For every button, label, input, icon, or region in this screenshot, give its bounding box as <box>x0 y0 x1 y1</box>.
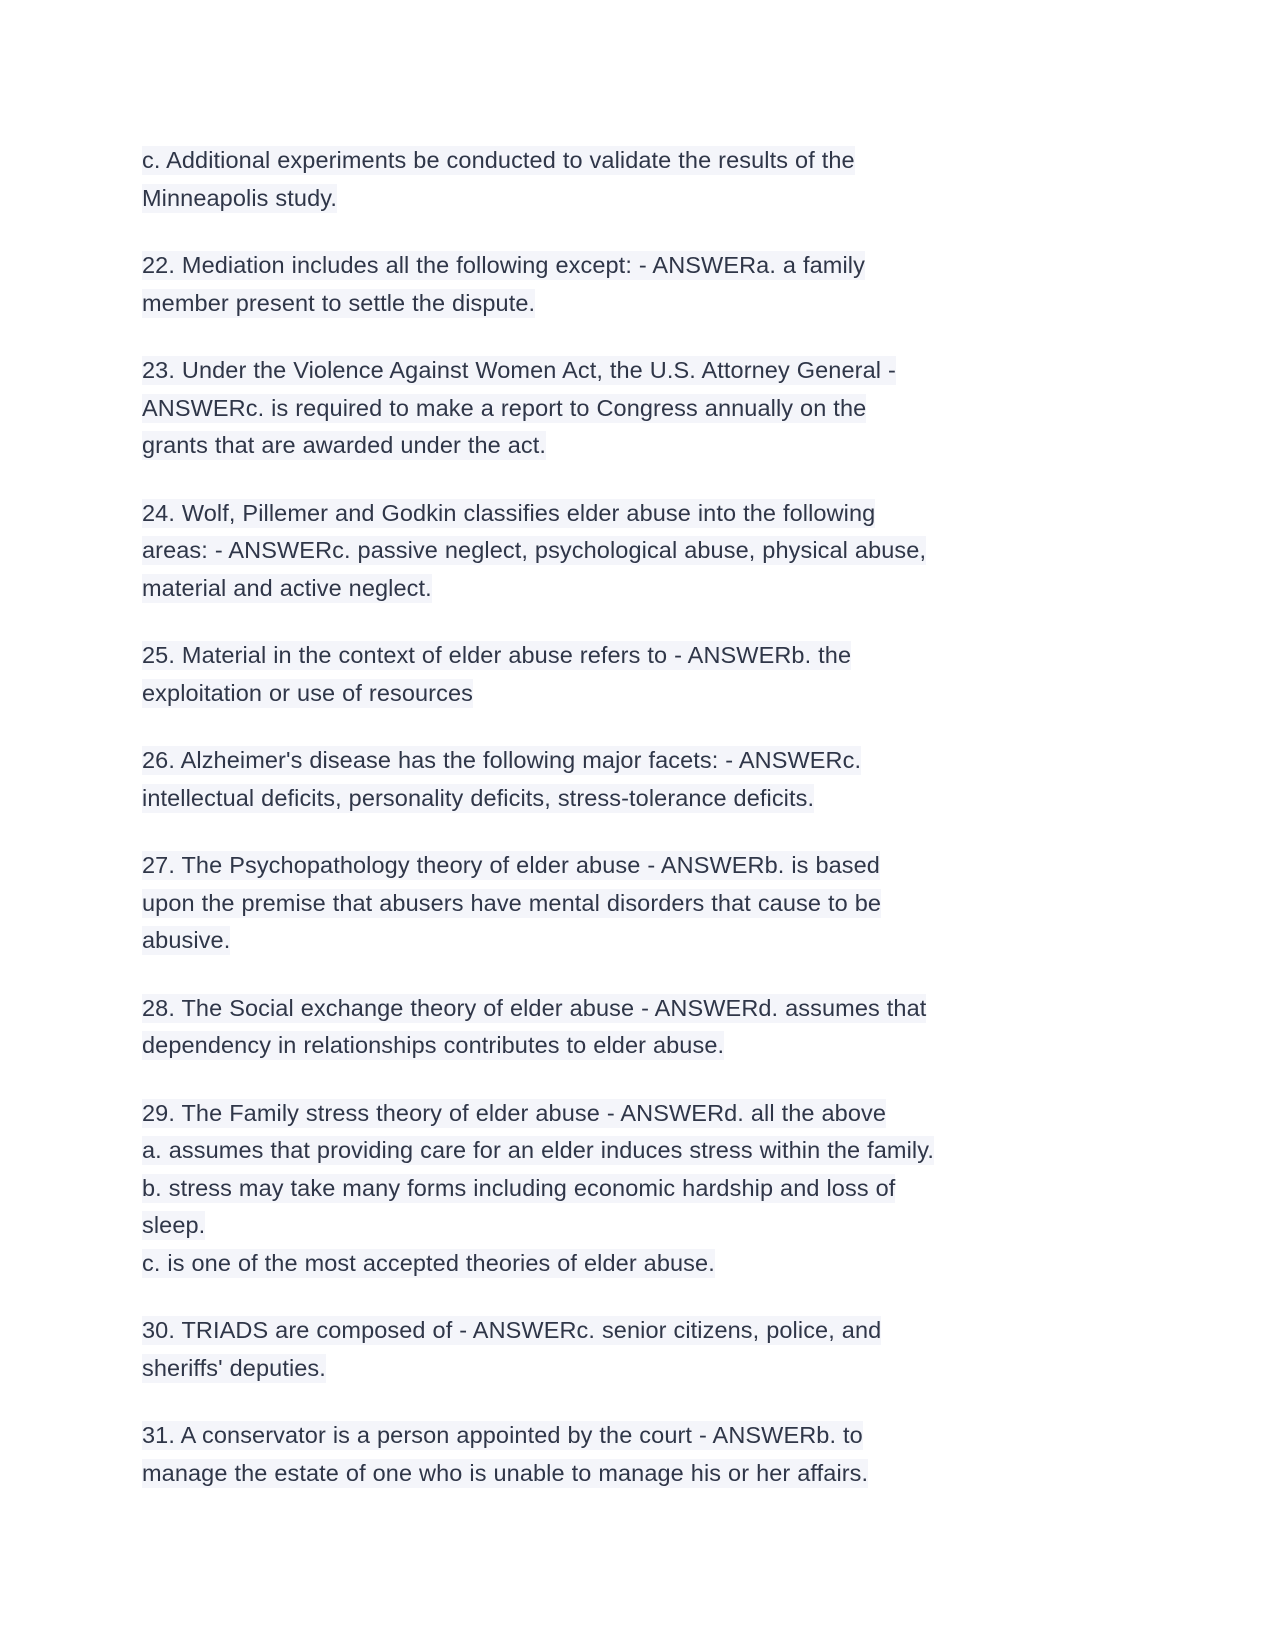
text-line <box>142 142 1067 180</box>
paragraph <box>142 1095 1067 1283</box>
text-line <box>142 352 1067 390</box>
highlighted-text: Minneapolis study. <box>142 184 337 211</box>
highlighted-text: b. stress may take many forms including economic hardship and loss of <box>142 1174 896 1201</box>
document-text-body <box>142 142 1067 1492</box>
highlighted-text: dependency in relationships contributes to elder abuse. <box>142 1032 725 1058</box>
highlighted-text: sheriffs' deputies. <box>142 1354 326 1381</box>
highlighted-text: grants that are awarded under the act. <box>142 432 547 458</box>
text-line <box>142 1132 1067 1170</box>
text-line <box>142 922 1067 960</box>
highlighted-text: c. Additional experiments be conducted to validate the results of the <box>142 147 855 173</box>
text-line <box>142 285 1067 323</box>
text-line <box>142 1312 1067 1350</box>
text-line <box>142 180 1067 218</box>
highlighted-text: manage the estate of one who is unable to manage his or her affairs. <box>142 1459 869 1486</box>
highlighted-text: areas: - ANSWERc. passive neglect, psychological abuse, physical abuse, <box>142 537 927 563</box>
highlighted-text: ANSWERc. is required to make a report to Congress annually on the <box>142 394 867 421</box>
highlighted-text: 29. The Family stress theory of elder abuse - ANSWERd. all the above <box>142 1099 887 1126</box>
text-line <box>142 1207 1067 1245</box>
highlighted-text: c. is one of the most accepted theories of elder abuse. <box>142 1249 715 1276</box>
paragraph <box>142 637 1067 712</box>
highlighted-text: 30. TRIADS are composed of - ANSWERc. senior citizens, police, and <box>142 1317 882 1343</box>
text-line <box>142 1095 1067 1133</box>
paragraph <box>142 742 1067 817</box>
highlighted-text: a. assumes that providing care for an elder induces stress within the family. <box>142 1137 934 1163</box>
paragraph <box>142 352 1067 465</box>
highlighted-text: sleep. <box>142 1212 206 1238</box>
paragraph <box>142 1417 1067 1492</box>
highlighted-text: 31. A conservator is a person appointed by the court - ANSWERb. to <box>142 1422 863 1448</box>
highlighted-text: exploitation or use of resources <box>142 679 473 706</box>
highlighted-text: intellectual deficits, personality deficits, stress-tolerance deficits. <box>142 784 815 811</box>
highlighted-text: 24. Wolf, Pillemer and Godkin classifies elder abuse into the following <box>142 499 876 526</box>
text-line <box>142 495 1067 533</box>
text-line <box>142 1417 1067 1455</box>
highlighted-text: 26. Alzheimer's disease has the following major facets: - ANSWERc. <box>142 747 862 773</box>
text-line <box>142 247 1067 285</box>
text-line <box>142 390 1067 428</box>
paragraph <box>142 1312 1067 1387</box>
text-line <box>142 742 1067 780</box>
text-line <box>142 885 1067 923</box>
paragraph <box>142 847 1067 960</box>
text-line <box>142 570 1067 608</box>
highlighted-text: 25. Material in the context of elder abuse refers to - ANSWERb. the <box>142 642 852 668</box>
text-line <box>142 1245 1067 1283</box>
text-line <box>142 1027 1067 1065</box>
highlighted-text: material and active neglect. <box>142 574 432 601</box>
paragraph <box>142 990 1067 1065</box>
paragraph <box>142 142 1067 217</box>
highlighted-text: member present to settle the dispute. <box>142 289 536 316</box>
text-line <box>142 847 1067 885</box>
text-line <box>142 675 1067 713</box>
paragraph <box>142 247 1067 322</box>
highlighted-text: 23. Under the Violence Against Women Act, the U.S. Attorney General - <box>142 357 896 383</box>
text-line <box>142 427 1067 465</box>
paragraph <box>142 495 1067 608</box>
text-line <box>142 637 1067 675</box>
text-line <box>142 1170 1067 1208</box>
text-line <box>142 780 1067 818</box>
text-line <box>142 990 1067 1028</box>
text-line <box>142 1455 1067 1493</box>
text-line <box>142 1350 1067 1388</box>
highlighted-text: 28. The Social exchange theory of elder abuse - ANSWERd. assumes that <box>142 994 927 1021</box>
highlighted-text: 22. Mediation includes all the following except: - ANSWERa. a family <box>142 252 865 278</box>
highlighted-text: abusive. <box>142 927 231 953</box>
highlighted-text: 27. The Psychopathology theory of elder abuse - ANSWERb. is based <box>142 852 880 878</box>
highlighted-text: upon the premise that abusers have mental disorders that cause to be <box>142 889 882 916</box>
text-line <box>142 532 1067 570</box>
